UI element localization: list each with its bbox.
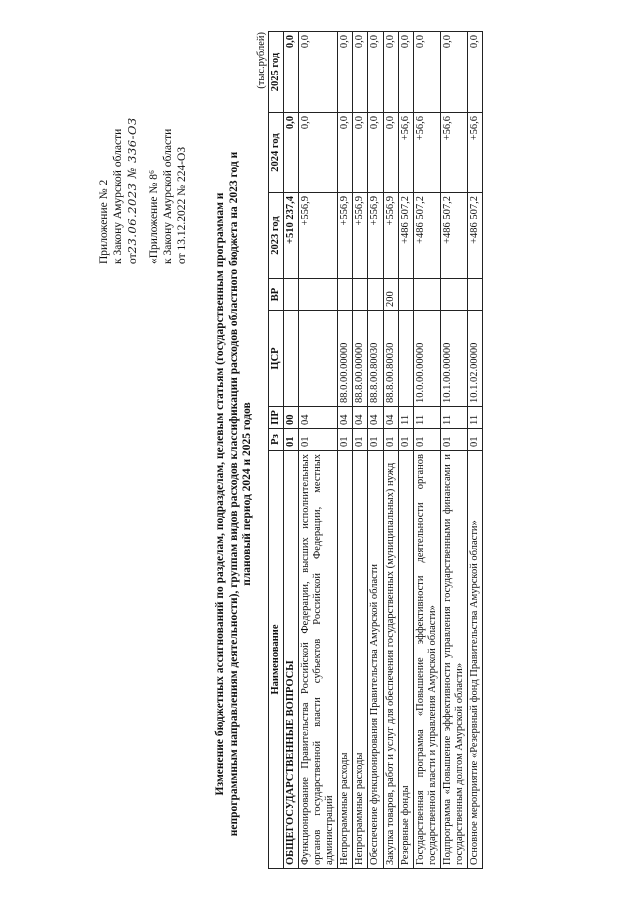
- row-vr: [368, 279, 383, 311]
- row-name: Резервные фонды: [398, 451, 413, 869]
- row-csr: [299, 311, 338, 407]
- row-name: Непрограммные расходы: [338, 451, 353, 869]
- appendix-number: Приложение № 2: [98, 179, 110, 264]
- row-2023: +556,9: [353, 193, 368, 279]
- row-2025: 0,0: [338, 32, 353, 113]
- row-vr: [338, 279, 353, 311]
- table-row: [467, 32, 482, 869]
- row-2023: +486 507,2: [398, 193, 413, 279]
- row-2023: +486 507,2: [440, 193, 467, 279]
- row-pr: 00: [284, 407, 299, 429]
- header-name: Наименование: [269, 451, 284, 869]
- table-row: [299, 32, 338, 869]
- row-vr: [398, 279, 413, 311]
- row-rz: 01: [383, 429, 398, 451]
- row-name: Подпрограмма «Повышение эффективности управления государственными финансами и государственным долгом Амурской области»: [440, 451, 467, 869]
- row-rz: 01: [284, 429, 299, 451]
- row-2024: +56,6: [440, 113, 467, 193]
- original-appendix-date: от 13.12.2022 № 224-ОЗ: [175, 146, 188, 264]
- row-2023: +556,9: [368, 193, 383, 279]
- row-rz: 01: [398, 429, 413, 451]
- original-appendix-law-ref: к Закону Амурской области: [162, 128, 175, 264]
- row-2024: 0,0: [338, 113, 353, 193]
- row-vr: [440, 279, 467, 311]
- row-name: Государственная программа «Повышение эффективности деятельности органов государственной власти и управления Амурской области»: [413, 451, 440, 869]
- table-row: [368, 32, 383, 869]
- row-2024: 0,0: [383, 113, 398, 193]
- row-pr: 11: [398, 407, 413, 429]
- row-2023: +486 507,2: [413, 193, 440, 279]
- title-line-2: непрограммным направлениям деятельности), группам видов расходов классификации расходов областного бюджета на 2023 год и: [227, 151, 240, 837]
- row-rz: 01: [440, 429, 467, 451]
- row-rz: 01: [299, 429, 338, 451]
- table-row: [284, 32, 299, 869]
- header-rz: Рз: [269, 429, 284, 451]
- row-csr: 10.1.02.00000: [467, 311, 482, 407]
- row-2025: 0,0: [467, 32, 482, 113]
- row-name: Основное мероприятие «Резервный фонд Правительства Амурской области»: [467, 451, 482, 869]
- header-vr: ВР: [269, 279, 284, 311]
- row-2025: 0,0: [440, 32, 467, 113]
- table-row: [398, 32, 413, 869]
- row-2025: 0,0: [353, 32, 368, 113]
- row-rz: 01: [353, 429, 368, 451]
- row-2024: 0,0: [353, 113, 368, 193]
- row-pr: 04: [338, 407, 353, 429]
- row-rz: 01: [368, 429, 383, 451]
- title-line-3: плановый период 2024 и 2025 годов: [241, 402, 254, 586]
- row-name: Закупка товаров, работ и услуг для обеспечения государственных (муниципальных) нужд: [383, 451, 398, 869]
- row-vr: [284, 279, 299, 311]
- row-2024: +56,6: [398, 113, 413, 193]
- row-csr: 88.8.00.80030: [368, 311, 383, 407]
- row-2025: 0,0: [413, 32, 440, 113]
- appendix-law-ref: к Закону Амурской области: [111, 128, 124, 264]
- row-2024: +56,6: [467, 113, 482, 193]
- header-2025: 2025 год: [269, 32, 284, 113]
- handwritten-date-number: 23.06.2023 № 336-ОЗ: [124, 117, 139, 254]
- row-csr: 88.8.00.00000: [353, 311, 368, 407]
- row-pr: 04: [299, 407, 338, 429]
- row-2024: 0,0: [284, 113, 299, 193]
- row-vr: [467, 279, 482, 311]
- row-csr: [398, 311, 413, 407]
- row-rz: 01: [338, 429, 353, 451]
- units-label: (тыс.рублей): [256, 32, 267, 89]
- row-name: Обеспечение функционирования Правительства Амурской области: [368, 451, 383, 869]
- row-vr: 200: [383, 279, 398, 311]
- row-vr: [353, 279, 368, 311]
- row-csr: 10.1.00.00000: [440, 311, 467, 407]
- row-2024: 0,0: [299, 113, 338, 193]
- table-row: [353, 32, 368, 869]
- header-pr: ПР: [269, 407, 284, 429]
- document-title: [214, 124, 255, 864]
- appendix-date-prefix: от: [126, 253, 139, 264]
- row-2025: 0,0: [368, 32, 383, 113]
- header-csr: ЦСР: [269, 311, 284, 407]
- appendix-header: [98, 24, 190, 264]
- row-pr: 11: [440, 407, 467, 429]
- row-2025: 0,0: [284, 32, 299, 113]
- row-2023: +486 507,2: [467, 193, 482, 279]
- row-vr: [413, 279, 440, 311]
- row-rz: 01: [413, 429, 440, 451]
- table-row: [338, 32, 353, 869]
- row-pr: 11: [413, 407, 440, 429]
- row-2025: 0,0: [398, 32, 413, 113]
- row-csr: 10.0.00.00000: [413, 311, 440, 407]
- header-2023: 2023 год: [269, 193, 284, 279]
- row-2023: +556,9: [338, 193, 353, 279]
- row-pr: 04: [368, 407, 383, 429]
- table-header-row: [269, 32, 284, 869]
- row-pr: 04: [383, 407, 398, 429]
- row-name: ОБЩЕГОСУДАРСТВЕННЫЕ ВОПРОСЫ: [284, 451, 299, 869]
- table-row: [383, 32, 398, 869]
- row-2025: 0,0: [383, 32, 398, 113]
- row-2025: 0,0: [299, 32, 338, 113]
- row-name: Непрограммные расходы: [353, 451, 368, 869]
- row-csr: 88.0.00.00000: [338, 311, 353, 407]
- row-pr: 11: [467, 407, 482, 429]
- original-appendix-number: «Приложение № 8⁶: [148, 170, 161, 264]
- header-2024: 2024 год: [269, 113, 284, 193]
- row-rz: 01: [467, 429, 482, 451]
- row-vr: [299, 279, 338, 311]
- row-csr: 88.8.00.80030: [383, 311, 398, 407]
- row-csr: [284, 311, 299, 407]
- row-pr: 04: [353, 407, 368, 429]
- title-line-1: Изменение бюджетных ассигнований по разделам, подразделам, целевым статьям (государственным программам и: [214, 192, 226, 796]
- row-2024: +56,6: [413, 113, 440, 193]
- row-2023: +556,9: [383, 193, 398, 279]
- row-name: Функционирование Правительства Российской Федерации, высших исполнительных органов государственной власти субъектов Российской Федерации, местных администраций: [299, 451, 338, 869]
- table-row: [413, 32, 440, 869]
- budget-table: [268, 31, 483, 869]
- table-row: [440, 32, 467, 869]
- row-2024: 0,0: [368, 113, 383, 193]
- appendix-date-line: [126, 24, 141, 264]
- row-2023: +556,9: [299, 193, 338, 279]
- row-2023: +510 237,4: [284, 193, 299, 279]
